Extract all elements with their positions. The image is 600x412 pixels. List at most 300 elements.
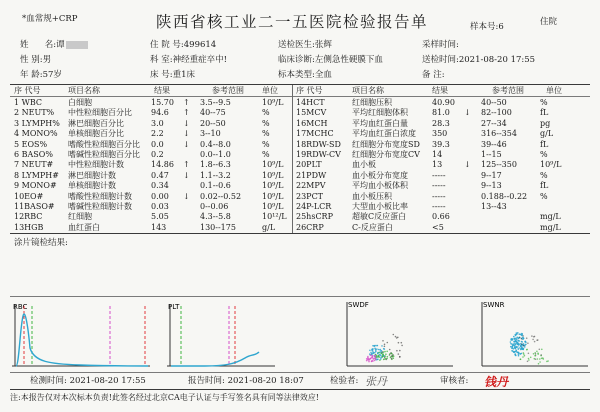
specimen: 标本类型:全血 <box>278 70 332 80</box>
cell-name: 红细胞 <box>68 212 92 222</box>
cell-name: 血红蛋白 <box>68 222 100 232</box>
scatter-point-black <box>396 337 398 339</box>
cell-name: 淋巴细胞百分比 <box>68 118 124 128</box>
scatter-point-cyan <box>518 355 520 357</box>
cell-name: 血小板分布宽度 <box>352 170 408 180</box>
cell-unit: % <box>540 150 548 159</box>
scatter-point-green <box>384 351 386 353</box>
scatter-point-black <box>527 361 529 363</box>
cell-ref: 0.4--8.0 <box>200 139 231 149</box>
scatter-point-green <box>538 363 540 365</box>
cell-ref: 40--50 <box>481 98 507 107</box>
cell-value: 39.3 <box>432 139 450 149</box>
scatter-point-black <box>382 351 384 353</box>
cell-unit: 10⁹/L <box>262 202 284 211</box>
scatter-point-black <box>527 342 529 344</box>
cell-name: 中性粒细胞计数 <box>68 160 124 170</box>
scatter-point-cyan <box>378 349 380 351</box>
cell-unit: % <box>262 150 270 159</box>
scatter-point-green <box>393 357 395 359</box>
cell-name: 嗜碱性粒细胞计数 <box>68 202 132 211</box>
cell-name: 淋巴细胞计数 <box>68 170 116 180</box>
cell-name: 红细胞分布宽度CV <box>352 150 420 159</box>
rbc-histogram <box>10 298 155 370</box>
scatter-point-green <box>541 358 543 360</box>
cell-unit: % <box>540 98 548 107</box>
scatter-point-black <box>519 337 521 339</box>
th-ref-left: 参考范围 <box>212 86 244 95</box>
cell-value: 94.6 <box>151 108 169 118</box>
diagnosis: 临床诊断:左侧急性硬膜下血 <box>278 55 383 65</box>
scatter-point-cyan <box>515 335 517 337</box>
scatter-point-pink <box>372 360 374 362</box>
doctor: 送检医生:张辉 <box>278 40 332 50</box>
th-no-right: 序 代号 <box>296 86 323 95</box>
scatter-point-cyan <box>376 348 378 350</box>
scatter-point-green <box>526 349 528 351</box>
inpatient-no: 住 院 号:499614 <box>150 40 217 50</box>
dept-label: 住院 <box>540 17 558 27</box>
swdf-label: SWDF <box>348 301 369 309</box>
cell-value: 5.05 <box>151 212 169 222</box>
cell-code: 20PLT <box>296 160 322 170</box>
scatter-point-cyan <box>520 348 522 350</box>
th-no-left: 序 代号 <box>14 86 41 95</box>
cell-name: 超敏C反应蛋白 <box>352 212 407 222</box>
cell-value: <5 <box>432 222 444 232</box>
table-top-rule <box>10 84 590 85</box>
cell-ref: 20--50 <box>200 118 226 128</box>
cell-value: 0.0 <box>151 139 164 149</box>
scatter-point-cyan <box>371 353 373 355</box>
cell-ref: 27--34 <box>481 118 507 128</box>
cell-unit: 10⁹/L <box>540 160 562 170</box>
scatter-point-cyan <box>521 341 523 343</box>
cell-unit: 10⁹/L <box>262 191 284 201</box>
cell-flag: ↓ <box>464 108 471 118</box>
cell-value: 0.47 <box>151 170 169 180</box>
scatter-point-black <box>384 357 386 359</box>
scatter-point-black <box>389 354 391 356</box>
scatter-point-black <box>391 355 393 357</box>
cell-ref: 0--0.06 <box>200 202 229 211</box>
cell-value: ----- <box>432 202 446 211</box>
cell-ref: 39--46 <box>481 139 507 149</box>
cell-ref: 316--354 <box>481 129 517 139</box>
th-result-right: 结果 <box>432 86 448 95</box>
scatter-point-cyan <box>372 348 374 350</box>
scatter-point-cyan <box>515 348 517 350</box>
cell-code: 22MPV <box>296 181 326 191</box>
cell-code: 24P-LCR <box>296 202 332 211</box>
ward: 科 室:神经重症卒中! <box>150 55 227 65</box>
cell-code: 2 NEUT% <box>14 108 55 118</box>
cell-code: 21PDW <box>296 170 327 180</box>
cell-value: 3.0 <box>151 118 164 128</box>
scatter-point-black <box>398 342 400 344</box>
scatter-point-cyan <box>374 345 376 347</box>
cell-ref: 9--13 <box>481 181 502 191</box>
cell-name: 嗜碱性粒细胞百分比 <box>68 150 140 159</box>
cell-code: 25hsCRP <box>296 212 333 222</box>
cell-unit: fL <box>540 108 549 118</box>
scatter-point-black <box>401 342 403 344</box>
cell-name: 大型血小板比率 <box>352 202 408 211</box>
scatter-point-cyan <box>510 346 512 348</box>
scatter-point-cyan <box>517 346 519 348</box>
cell-unit: % <box>262 129 270 139</box>
scatter-point-cyan <box>377 358 379 360</box>
cell-ref: 125--350 <box>481 160 517 170</box>
scatter-point-green <box>522 356 524 358</box>
cell-value: 0.03 <box>151 202 169 211</box>
scatter-point-pink <box>375 355 377 357</box>
tester-label: 检验者: <box>330 376 359 386</box>
scatter-point-cyan <box>514 338 516 340</box>
cell-ref: 3.5--9.5 <box>200 98 231 107</box>
cell-ref: 1.8--6.3 <box>200 160 231 170</box>
scatter-point-cyan <box>513 348 515 350</box>
cell-ref: 4.3--5.8 <box>200 212 231 222</box>
cell-name: 单核细胞百分比 <box>68 129 124 139</box>
plt-histogram <box>165 298 280 370</box>
scatter-point-black <box>384 346 386 348</box>
scatter-point-cyan <box>514 354 516 356</box>
swnr-scatter <box>480 298 590 370</box>
tester-signature: 张丹 <box>365 375 387 388</box>
scatter-point-green <box>379 359 381 361</box>
report-title: 陕西省核工业二一五医院检验报告单 <box>156 13 429 31</box>
scatter-point-cyan <box>513 343 515 345</box>
scatter-point-black <box>533 336 535 338</box>
scatter-point-cyan <box>523 343 525 345</box>
cell-ref: 0.188--0.22 <box>481 191 528 201</box>
cell-name: 白细胞 <box>68 98 92 107</box>
scatter-point-black <box>534 341 536 343</box>
plt-curve <box>171 352 259 366</box>
reviewer-signature: 钱丹 <box>484 375 509 389</box>
cell-unit: 10⁹/L <box>262 181 284 191</box>
scatter-point-cyan <box>517 352 519 354</box>
scatter-point-cyan <box>517 348 519 350</box>
cell-unit: 10¹²/L <box>262 212 287 222</box>
scatter-point-green <box>546 361 548 363</box>
cell-value: 13 <box>432 160 443 170</box>
cell-ref: 40--75 <box>200 108 226 118</box>
scatter-point-black <box>396 350 398 352</box>
scatter-point-cyan <box>372 352 374 354</box>
cell-code: 7 NEUT# <box>14 160 54 170</box>
scatter-point-cyan <box>511 350 513 352</box>
chart-top-rule <box>10 296 590 297</box>
cell-value: 143 <box>151 222 167 232</box>
cell-code: 9 MONO# <box>14 181 57 191</box>
swdf-points <box>366 334 403 363</box>
cell-name: 红细胞分布宽度SD <box>352 139 420 149</box>
scatter-point-cyan <box>518 343 520 345</box>
cell-name: 嗜酸性粒细胞百分比 <box>68 139 140 149</box>
scatter-point-cyan <box>375 351 377 353</box>
cell-ref: 3--10 <box>200 129 221 139</box>
name-label: 姓 <box>20 40 29 50</box>
scatter-point-green <box>543 358 545 360</box>
scatter-point-cyan <box>525 342 527 344</box>
scatter-point-cyan <box>511 338 513 340</box>
scatter-point-black <box>521 338 523 340</box>
cell-ref: 0.1--0.6 <box>200 181 231 191</box>
scatter-point-black <box>393 334 395 336</box>
scatter-point-black <box>523 345 525 347</box>
scatter-point-green <box>520 359 522 361</box>
scatter-point-green <box>385 353 387 355</box>
scatter-point-green <box>533 353 535 355</box>
cell-value: 81.0 <box>432 108 450 118</box>
scatter-point-black <box>385 359 387 361</box>
scatter-point-cyan <box>381 345 383 347</box>
send-time: 送检时间:2021-08-20 17:55 <box>422 55 536 65</box>
cell-code: 4 MONO% <box>14 129 58 139</box>
cell-code: 19RDW-CV <box>296 150 341 159</box>
th-name-left: 项目名称 <box>68 86 100 95</box>
sample-type: *血常规+CRP <box>22 14 78 24</box>
cell-value: ----- <box>432 191 446 201</box>
scatter-point-black <box>540 354 542 356</box>
cell-code: 14HCT <box>296 98 325 107</box>
cell-name: 平均红细胞体积 <box>352 108 408 118</box>
cell-ref: 82--100 <box>481 108 512 118</box>
cell-unit: % <box>262 139 270 149</box>
th-name-right: 项目名称 <box>352 86 384 95</box>
cell-code: 16MCH <box>296 118 328 128</box>
cell-value: ----- <box>432 170 446 180</box>
remarks: 备 注: <box>422 70 445 80</box>
scatter-point-cyan <box>380 355 382 357</box>
cell-code: 23PCT <box>296 191 324 201</box>
cell-code: 6 BASO% <box>14 150 53 159</box>
cell-ref: 1--15 <box>481 150 502 159</box>
scatter-point-cyan <box>380 349 382 351</box>
scatter-point-green <box>541 349 543 351</box>
rbc-label: RBC <box>13 303 28 311</box>
scatter-point-pink <box>368 361 370 363</box>
scatter-point-green <box>386 351 388 353</box>
scatter-point-cyan <box>513 341 515 343</box>
scatter-point-green <box>381 353 383 355</box>
scatter-point-black <box>526 337 528 339</box>
scatter-point-green <box>534 355 536 357</box>
scatter-point-pink <box>367 357 369 359</box>
cell-flag: ↑ <box>183 98 190 107</box>
scatter-point-black <box>539 349 541 351</box>
scatter-point-pink <box>369 359 371 361</box>
scatter-point-black <box>535 358 537 360</box>
scatter-point-cyan <box>515 349 517 351</box>
scatter-point-black <box>401 345 403 347</box>
scatter-point-pink <box>373 358 375 360</box>
cell-name: 血小板压积 <box>352 191 392 201</box>
cell-code: 12RBC <box>14 212 43 222</box>
scatter-point-cyan <box>515 340 517 342</box>
cell-unit: 10⁹/L <box>262 160 284 170</box>
cell-flag: ↑ <box>183 108 190 118</box>
cell-flag: ↓ <box>183 170 190 180</box>
scatter-point-green <box>387 356 389 358</box>
cell-name: 嗜酸性粒细胞计数 <box>68 191 132 201</box>
cell-ref: 13--43 <box>481 202 507 211</box>
report-time: 报告时间: 2021-08-20 18:07 <box>188 376 304 386</box>
scatter-point-black <box>382 340 384 342</box>
scatter-point-cyan <box>519 340 521 342</box>
cell-flag: ↓ <box>464 160 471 170</box>
cell-name: 平均血小板体积 <box>352 181 408 191</box>
cell-name: C-反应蛋白 <box>352 222 393 232</box>
scatter-point-cyan <box>510 343 512 345</box>
scatter-point-green <box>524 355 526 357</box>
cell-name: 红细胞压积 <box>352 98 392 107</box>
test-time: 检测时间: 2021-08-20 17:55 <box>30 376 146 386</box>
scatter-point-green <box>528 358 530 360</box>
scatter-point-cyan <box>372 350 374 352</box>
sample-no: 样本号:6 <box>470 22 504 32</box>
scatter-point-black <box>390 352 392 354</box>
scatter-point-cyan <box>525 344 527 346</box>
cell-unit: 10⁹/L <box>262 170 284 180</box>
scatter-point-black <box>536 339 538 341</box>
cell-code: 8 LYMPH# <box>14 170 59 180</box>
patient-age: 年 龄:57岁 <box>20 70 62 80</box>
scatter-point-pink <box>371 357 373 359</box>
cell-value: 40.90 <box>432 98 455 107</box>
table-header-rule <box>10 96 590 97</box>
smear-label: 涂片镜检结果: <box>14 238 68 248</box>
cell-unit: pg <box>540 118 551 128</box>
cell-flag: ↓ <box>183 129 190 139</box>
cell-unit: fL <box>540 139 549 149</box>
cell-value: 0.00 <box>151 191 169 201</box>
cell-value: 14.86 <box>151 160 174 170</box>
cell-value: 28.3 <box>432 118 450 128</box>
cell-code: 5 EOS% <box>14 139 48 149</box>
scatter-point-pink <box>366 358 368 360</box>
scatter-point-green <box>537 353 539 355</box>
cell-name: 平均血红蛋白量 <box>352 118 408 128</box>
footer-note: 注:本报告仅对本次标本负责!此签名经过北京CA电子认证与手写签名具有同等法律效应! <box>10 393 320 402</box>
scatter-point-green <box>536 351 538 353</box>
cell-unit: % <box>262 118 270 128</box>
cell-value: ----- <box>432 181 446 191</box>
scatter-point-cyan <box>520 345 522 347</box>
swdf-scatter <box>345 298 455 370</box>
scatter-point-cyan <box>520 353 522 355</box>
th-result-left: 结果 <box>154 86 170 95</box>
table-divider <box>292 85 293 233</box>
scatter-point-cyan <box>369 350 371 352</box>
scatter-point-green <box>539 361 541 363</box>
scatter-point-black <box>522 335 524 337</box>
scatter-point-black <box>535 353 537 355</box>
scatter-point-black <box>399 350 401 352</box>
scatter-point-green <box>530 357 532 359</box>
scatter-point-black <box>389 349 391 351</box>
scatter-point-pink <box>374 360 376 362</box>
scatter-point-black <box>398 353 400 355</box>
scatter-point-black <box>528 353 530 355</box>
name-value: 名:谭 <box>44 40 65 50</box>
cell-value: 0.2 <box>151 150 164 159</box>
scatter-point-green <box>523 352 525 354</box>
reviewer-label: 审核者: <box>440 376 469 386</box>
name-redaction <box>66 41 88 49</box>
cell-code: 13HGB <box>14 222 44 232</box>
scatter-point-green <box>378 355 380 357</box>
cell-code: 26CRP <box>296 222 324 232</box>
scatter-point-green <box>384 358 386 360</box>
scatter-point-cyan <box>376 345 378 347</box>
collect-time: 采样时间: <box>422 40 459 50</box>
th-unit-right: 单位 <box>546 86 562 95</box>
cell-value: 0.66 <box>432 212 450 222</box>
scatter-point-black <box>392 354 394 356</box>
cell-code: 18RDW-SD <box>296 139 341 149</box>
scatter-point-pink <box>375 359 377 361</box>
cell-code: 10EO# <box>14 191 44 201</box>
cell-code: 3 LYMPH% <box>14 118 60 128</box>
scatter-point-cyan <box>383 348 385 350</box>
scatter-point-black <box>395 336 397 338</box>
scatter-point-black <box>531 335 533 337</box>
cell-code: 11BASO# <box>14 202 55 211</box>
cell-flag: ↓ <box>183 118 190 128</box>
scatter-point-green <box>382 353 384 355</box>
cell-unit: % <box>262 108 270 118</box>
scatter-point-black <box>532 339 534 341</box>
cell-unit: mg/L <box>540 222 561 232</box>
cell-value: 0.34 <box>151 181 169 191</box>
scatter-point-cyan <box>515 343 517 345</box>
cell-name: 单核细胞计数 <box>68 181 116 191</box>
scatter-point-cyan <box>519 347 521 349</box>
scatter-point-cyan <box>381 350 383 352</box>
scatter-point-cyan <box>521 333 523 335</box>
rbc-curve <box>16 314 148 366</box>
cell-ref: 9--17 <box>481 170 502 180</box>
scatter-point-cyan <box>513 351 515 353</box>
cell-unit: % <box>540 170 548 180</box>
cell-flag: ↓ <box>183 191 190 201</box>
table-bottom-rule <box>10 233 590 234</box>
cell-unit: g/L <box>262 222 276 232</box>
swnr-points <box>510 332 549 365</box>
cell-unit: 10⁹/L <box>262 98 284 107</box>
scatter-point-cyan <box>510 341 512 343</box>
th-unit-left: 单位 <box>262 86 278 95</box>
scatter-point-cyan <box>372 345 374 347</box>
scatter-point-cyan <box>513 336 515 338</box>
cell-flag: ↑ <box>183 160 190 170</box>
cell-name: 血小板 <box>352 160 376 170</box>
scatter-point-black <box>521 343 523 345</box>
cell-value: 2.2 <box>151 129 164 139</box>
scatter-point-black <box>384 344 386 346</box>
scatter-point-pink <box>371 360 373 362</box>
cell-value: 14 <box>432 150 443 159</box>
footer-rule <box>10 389 590 390</box>
swnr-label: SWNR <box>483 301 505 309</box>
cell-ref: 1.1--3.2 <box>200 170 231 180</box>
cell-flag: ↓ <box>183 139 190 149</box>
cell-unit: % <box>540 191 548 201</box>
cell-ref: 130--175 <box>200 222 236 232</box>
